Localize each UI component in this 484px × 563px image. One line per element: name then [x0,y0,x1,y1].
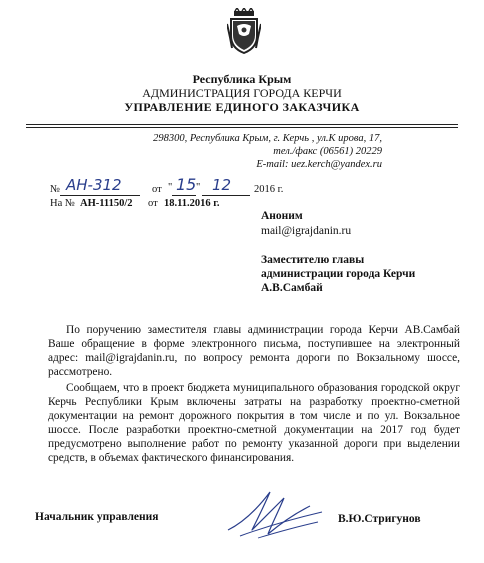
signatory-name: В.Ю.Стригунов [338,513,421,525]
outgoing-day-handwritten: 15 [176,175,197,194]
signatory-position: Начальник управления [35,511,159,523]
outgoing-month-handwritten: 12 [212,176,232,194]
outgoing-year: 2016 г. [254,184,284,195]
body-paragraph-1: По поручению заместителя главы администрации города Керчи АВ.Самбай Ваше обращение в форме электронного письма, поступившее на электронный адрес: mail@igrajdanin.ru, по вопросу ремонта дороги по Вокзальному шоссе, рассмотрено. [48,324,460,378]
header-administration: АДМИНИСТРАЦИЯ ГОРОДА КЕРЧИ [142,86,342,100]
header-department: УПРАВЛЕНИЕ ЕДИНОГО ЗАКАЗЧИКА [124,100,360,114]
outgoing-date-label: от [152,184,162,195]
outgoing-date-close-quote: " [196,182,201,193]
outgoing-number-label: № [50,184,61,195]
outgoing-number-handwritten: АН-312 [66,176,122,194]
incoming-ref-date-label: от [148,198,158,209]
body-paragraph-2: Сообщаем, что в проект бюджета муниципального образования городской округ Керчь Республики Крым включены затраты на разработку проектно-сметной документации на ремонт дорожного покрытия в том числе и по ул. Вокзальное шоссе. После разработки проектно-сметной документации на 2017 год будет предусмотрено выполнение работ по ремонту указанной дороги при выделении средств, в объемах фактического финансирования. [48,382,460,464]
recipient-title: Заместителю главы [261,254,365,266]
recipient-anon: Аноним [261,210,303,222]
header-divider-bottom [26,127,458,128]
outgoing-day-underline [172,195,196,196]
coat-of-arms-emblem [227,8,261,54]
recipient-email: mail@igrajdanin.ru [261,225,352,237]
recipient-administration: администрации города Керчи [261,268,416,280]
address-email: E-mail: uez.kerch@yandex.ru [256,159,382,170]
incoming-ref-label: На № [50,198,75,209]
incoming-ref-number: АН-11150/2 [80,198,133,209]
header-divider-top [26,124,458,125]
incoming-ref-date: 18.11.2016 г. [164,198,220,209]
header-republic: Республика Крым [192,72,292,86]
address-line-1: 298300, Республика Крым, г. Керчь , ул.К ирова, 17, [153,133,382,144]
handwritten-signature [218,478,328,544]
recipient-name: А.В.Самбай [261,282,323,294]
outgoing-number-underline [60,195,140,196]
outgoing-month-underline [202,195,250,196]
address-line-2: тел./факс (06561) 20229 [273,146,382,157]
outgoing-date-open-quote: " [168,182,173,193]
letter-body [48,323,460,465]
